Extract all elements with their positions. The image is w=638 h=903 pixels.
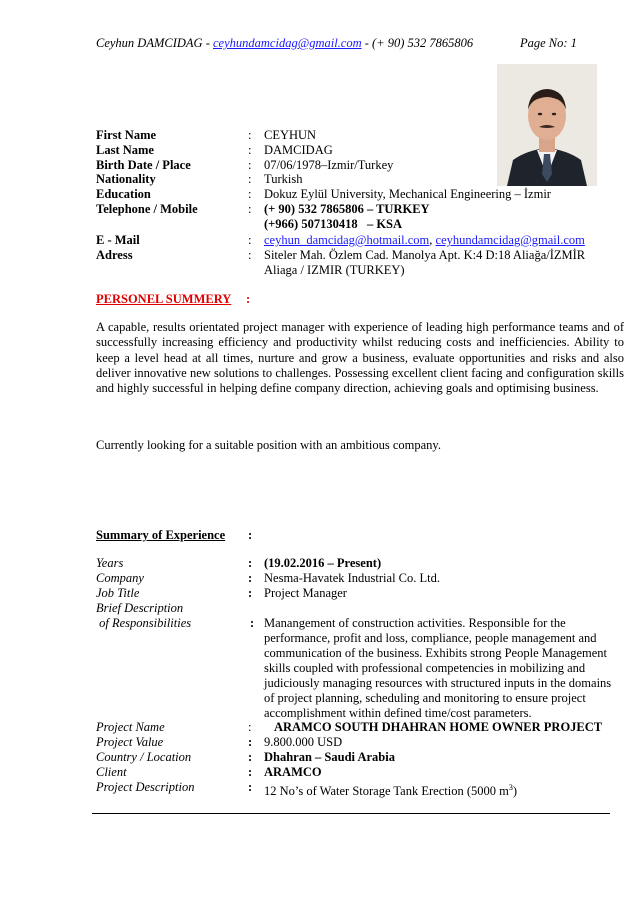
- telephone-value-1: (+ 90) 532 7865806 – TURKEY: [264, 202, 430, 216]
- email-values: [264, 233, 624, 248]
- colon: :: [248, 720, 252, 734]
- telephone-label: Telephone / Mobile: [96, 202, 198, 216]
- bottom-divider: [92, 813, 610, 814]
- project-description-label: Project Description: [96, 780, 195, 794]
- colon: :: [248, 780, 253, 794]
- company-label: Company: [96, 571, 144, 585]
- header-phone: - (+ 90) 532 7865806: [361, 36, 474, 50]
- colon: :: [248, 202, 252, 216]
- project-value-label: Project Value: [96, 735, 164, 749]
- colon: :: [248, 233, 252, 247]
- project-name-value: ARAMCO SOUTH DHAHRAN HOME OWNER PROJECT: [274, 720, 603, 734]
- colon: :: [248, 750, 253, 764]
- summary-heading-colon: :: [246, 292, 251, 306]
- experience-heading: Summary of Experience: [96, 528, 226, 542]
- last-name-label: Last Name: [96, 143, 154, 157]
- colon: :: [248, 187, 252, 201]
- colon: :: [248, 586, 253, 600]
- colon: :: [248, 556, 253, 570]
- header-email-link[interactable]: ceyhundamcidag@gmail.com: [213, 36, 362, 50]
- client-value: ARAMCO: [264, 765, 322, 779]
- colon: :: [250, 616, 255, 630]
- address-label: Adress: [96, 248, 133, 262]
- country-value: Dhahran – Saudi Arabia: [264, 750, 395, 764]
- years-label: Years: [96, 556, 124, 570]
- experience-heading-colon: :: [248, 528, 253, 542]
- nationality-value: Turkish: [264, 172, 303, 186]
- project-description-text: 12 No’s of Water Storage Tank Erection (5000 m: [264, 784, 509, 799]
- page-number: Page No: 1: [520, 36, 577, 50]
- brief-label-2: of Responsibilities: [96, 616, 192, 630]
- colon: :: [248, 158, 252, 172]
- first-name-label: First Name: [96, 128, 157, 142]
- colon: :: [248, 128, 252, 142]
- project-name-label: Project Name: [96, 720, 165, 734]
- birth-value: 07/06/1978–Izmir/Turkey: [264, 158, 394, 172]
- telephone-value-2: (+966) 507130418 – KSA: [264, 217, 403, 231]
- colon: :: [248, 571, 253, 585]
- client-label: Client: [96, 765, 127, 779]
- superscript-3: 3: [508, 783, 513, 792]
- brief-label-1: Brief Description: [96, 601, 184, 615]
- address-value-2: Aliaga / IZMIR (TURKEY): [264, 263, 405, 277]
- page-header: [96, 36, 577, 51]
- looking-for-text: Currently looking for a suitable position with an ambitious company.: [96, 438, 441, 452]
- colon: :: [248, 248, 252, 262]
- address-value-1: Siteler Mah. Özlem Cad. Manolya Apt. K:4 D:18 Aliağa/İZMİR: [264, 248, 586, 262]
- email-link-hotmail[interactable]: ceyhun_damcidag@hotmail.com: [264, 233, 430, 247]
- birth-label: Birth Date / Place: [96, 158, 191, 172]
- job-title-label: Job Title: [96, 586, 140, 600]
- project-value-value: 9.800.000 USD: [264, 735, 343, 749]
- header-name: Ceyhun DAMCIDAG -: [96, 36, 213, 50]
- first-name-value: CEYHUN: [264, 128, 317, 142]
- nationality-label: Nationality: [96, 172, 156, 186]
- colon: :: [248, 735, 253, 749]
- email-label: E - Mail: [96, 233, 140, 247]
- company-value: Nesma-Havatek Industrial Co. Ltd.: [264, 571, 440, 585]
- last-name-value: DAMCIDAG: [264, 143, 333, 157]
- project-description-end: ): [512, 784, 517, 799]
- education-value: Dokuz Eylül University, Mechanical Engineering – İzmir: [264, 187, 551, 201]
- country-label: Country / Location: [96, 750, 192, 764]
- colon: :: [248, 765, 253, 779]
- job-title-value: Project Manager: [264, 586, 347, 600]
- colon: :: [248, 172, 252, 186]
- summary-heading: PERSONEL SUMMERY: [96, 292, 232, 306]
- years-value: (19.02.2016 – Present): [264, 556, 382, 570]
- project-description-value: [264, 780, 624, 799]
- colon: :: [248, 143, 252, 157]
- brief-value: Manangement of construction activities. Responsible for the performance, profit and loss, compliance, people management and communication of the business. Exhibits strong People Management skills coupled with professional competencies in mobilizing and judiciously managing resources with structured inputs in the domains of project planning, scheduling and monitoring to ensure project accomplishment within defined time/cost parameters.: [264, 616, 612, 720]
- email-separator: ,: [429, 233, 436, 247]
- education-label: Education: [96, 187, 151, 201]
- email-link-gmail[interactable]: ceyhundamcidag@gmail.com: [435, 233, 585, 247]
- summary-paragraph: A capable, results orientated project manager with experience of leading high performance teams and of successfully increasing efficiency and productivity whilst reducing costs and inefficiencies. Ability to keep a level head at all times, nurture and grow a business, evaluate opportunities and risks and also deliver innovative new solutions to challenges. Possessing excellent client facing and configuration skills and highly successful in helping define company direction, achieving goals and optimising business.: [96, 320, 624, 396]
